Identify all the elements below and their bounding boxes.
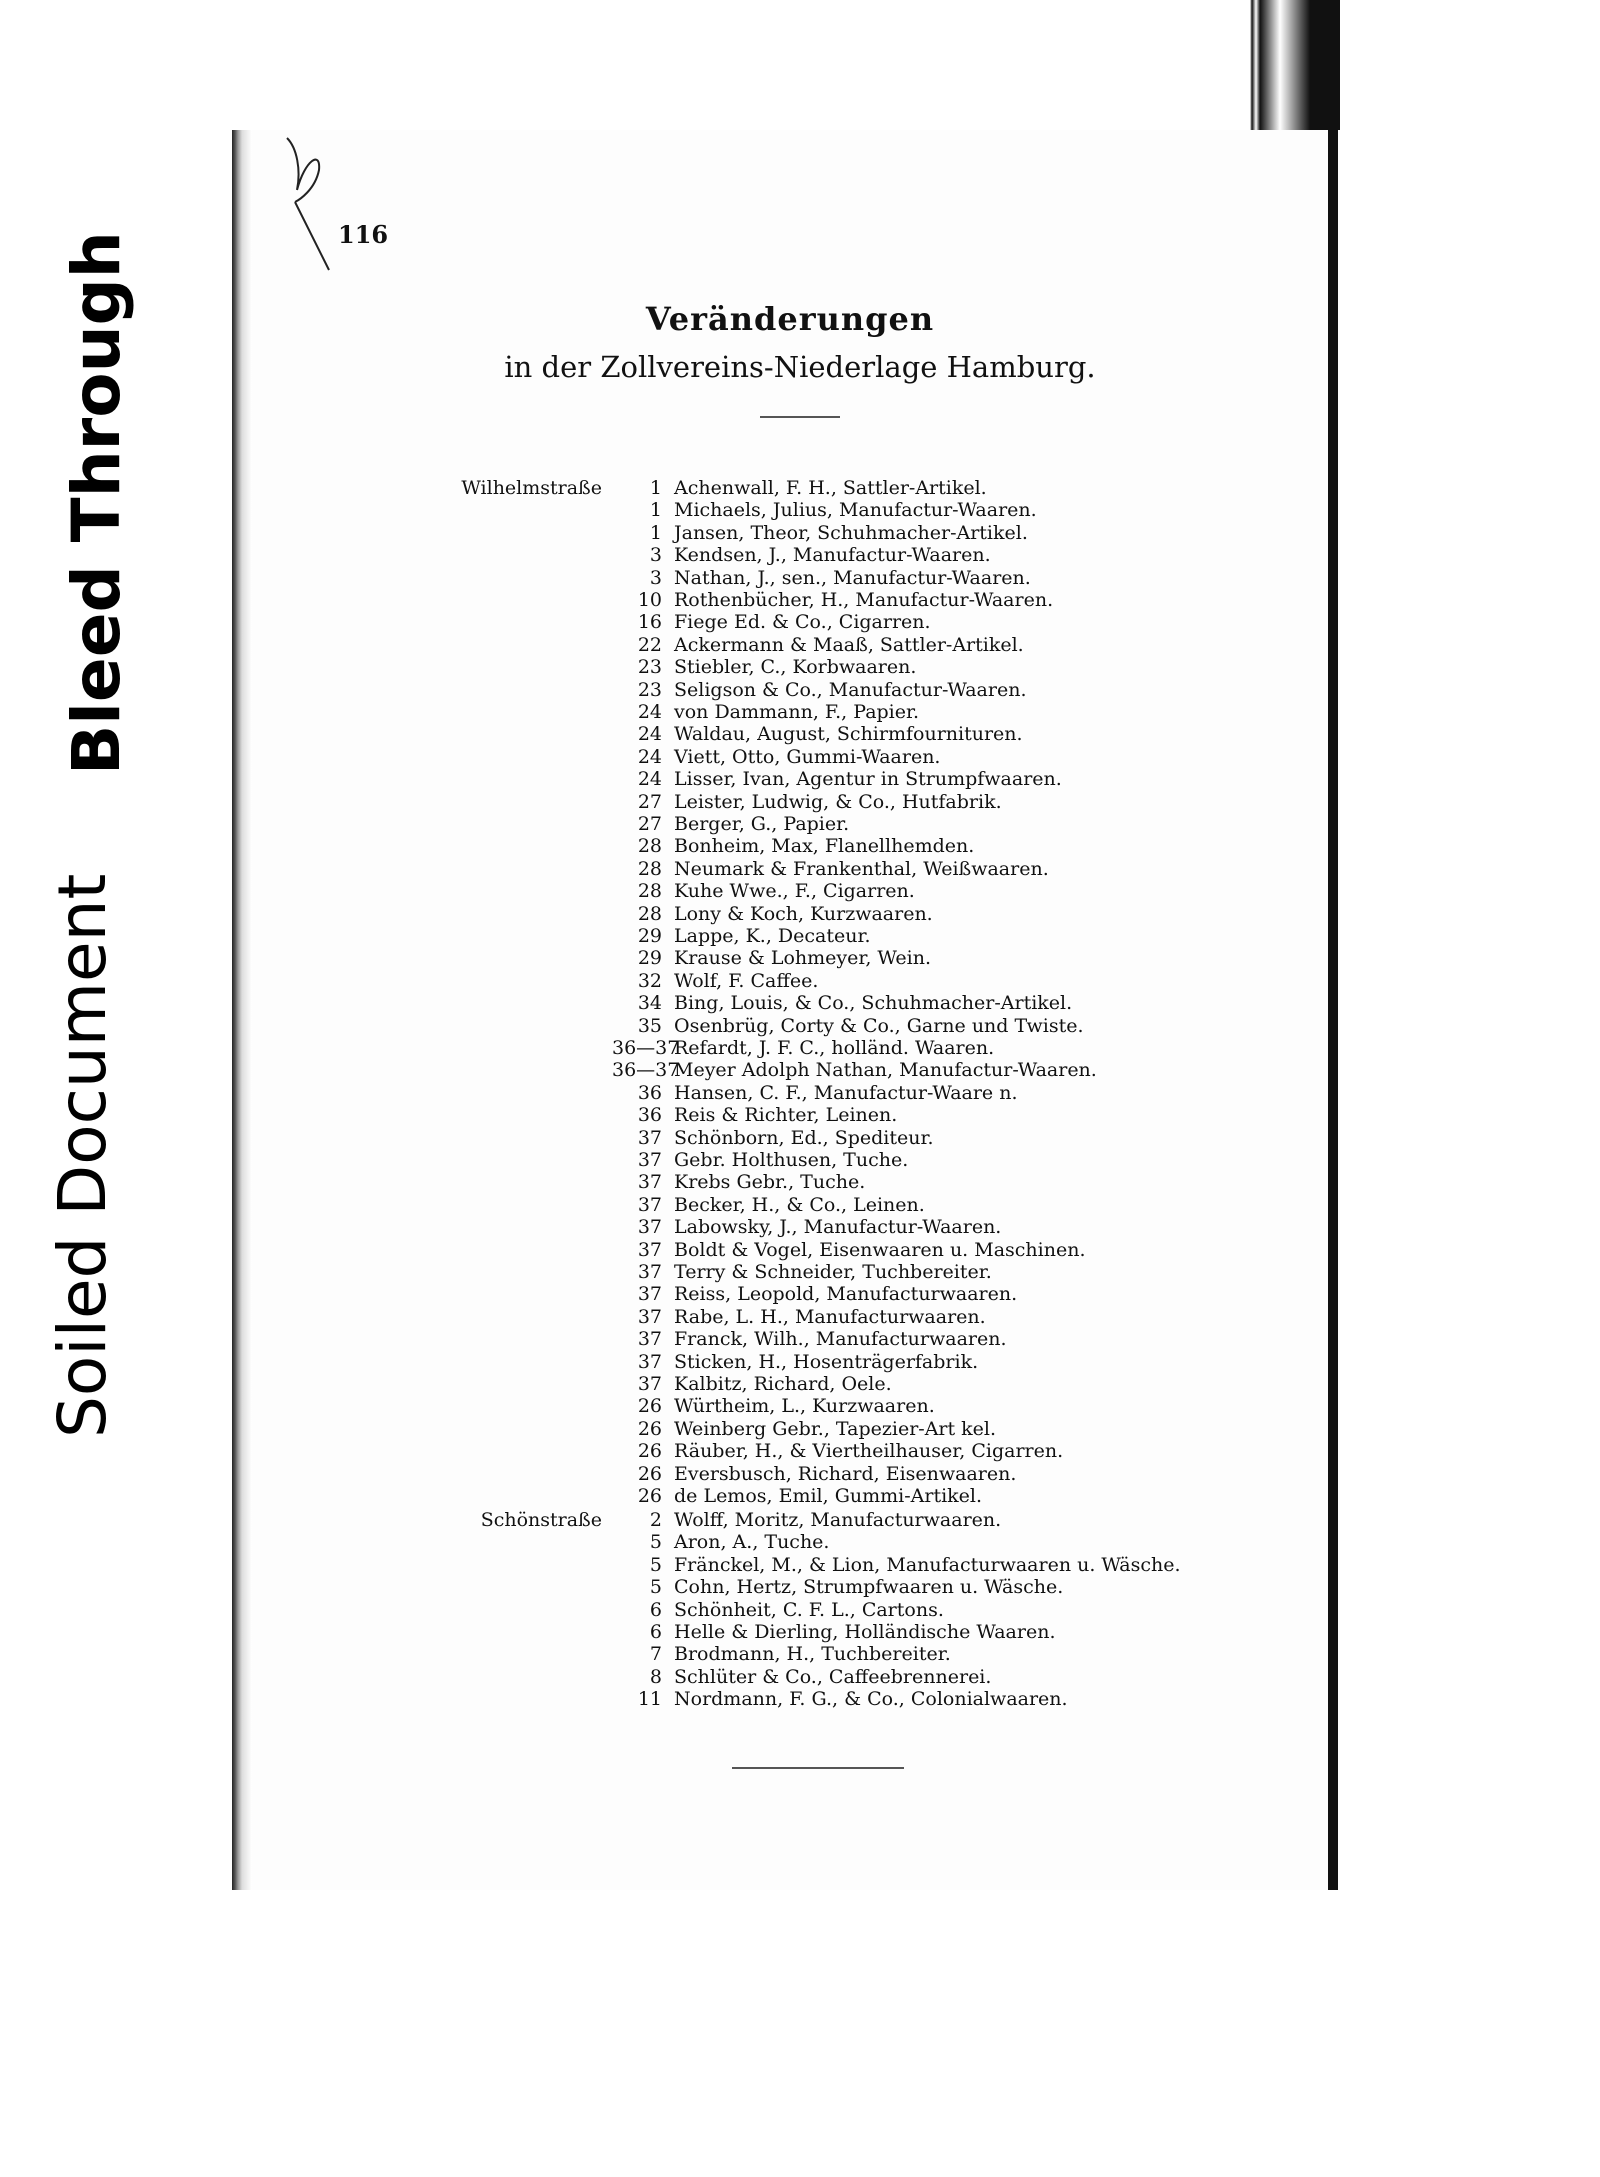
bleed-through-label: Bleed Through bbox=[58, 231, 135, 775]
house-number: 37 bbox=[637, 1238, 662, 1261]
entry-text: Neumark & Frankenthal, Weißwaaren. bbox=[674, 857, 1049, 880]
house-number: 11 bbox=[637, 1688, 662, 1711]
entry-text: Wolff, Moritz, Manufacturwaaren. bbox=[674, 1509, 1002, 1531]
list-item bbox=[612, 567, 1031, 589]
list-item bbox=[612, 1688, 1068, 1710]
entry-text: Berger, G., Papier. bbox=[674, 813, 850, 835]
list-item bbox=[612, 1554, 1181, 1576]
house-number: 37 bbox=[637, 1350, 662, 1373]
house-number: 2 bbox=[649, 1509, 662, 1531]
list-item bbox=[612, 1395, 935, 1417]
entry-text: Viett, Otto, Gummi-Waaren. bbox=[674, 745, 941, 768]
list-item bbox=[612, 1599, 944, 1621]
house-number: 23 bbox=[637, 678, 662, 701]
house-number: 24 bbox=[637, 768, 662, 791]
list-item bbox=[612, 1104, 897, 1126]
house-number: 37 bbox=[637, 1193, 662, 1216]
entry-text: Terry & Schneider, Tuchbereiter. bbox=[674, 1261, 992, 1283]
entry-text: Würtheim, L., Kurzwaaren. bbox=[674, 1395, 935, 1418]
list-item bbox=[612, 723, 1023, 745]
house-number: 37 bbox=[637, 1373, 662, 1395]
list-item bbox=[612, 813, 849, 835]
title-divider bbox=[760, 416, 840, 418]
entry-text: Schönborn, Ed., Spediteur. bbox=[674, 1126, 934, 1149]
list-item bbox=[612, 1666, 991, 1688]
house-number: 8 bbox=[649, 1665, 662, 1688]
entry-text: Cohn, Hertz, Strumpfwaaren u. Wäsche. bbox=[674, 1576, 1064, 1599]
top-page-strip bbox=[1220, 0, 1340, 130]
house-number: 37 bbox=[637, 1261, 662, 1283]
entry-text: Reiss, Leopold, Manufacturwaaren. bbox=[674, 1283, 1018, 1306]
entry-text: Jansen, Theor, Schuhmacher-Artikel. bbox=[674, 521, 1028, 544]
entry-text: Brodmann, H., Tuchbereiter. bbox=[674, 1643, 951, 1666]
list-item bbox=[612, 992, 1072, 1014]
list-item bbox=[612, 970, 818, 992]
list-item bbox=[612, 611, 931, 633]
entry-text: Krebs Gebr., Tuche. bbox=[674, 1171, 866, 1194]
entry-text: Räuber, H., & Viertheilhauser, Cigarren. bbox=[674, 1440, 1064, 1463]
house-number: 1 bbox=[649, 521, 662, 544]
entry-text: von Dammann, F., Papier. bbox=[674, 701, 920, 723]
list-item bbox=[612, 1576, 1063, 1598]
list-item bbox=[612, 1149, 908, 1171]
entry-text: Helle & Dierling, Holländische Waaren. bbox=[674, 1621, 1056, 1643]
entry-text: Kuhe Wwe., F., Cigarren. bbox=[674, 880, 915, 903]
entry-text: Rabe, L. H., Manufacturwaaren. bbox=[674, 1305, 986, 1328]
list-item bbox=[612, 1261, 992, 1283]
list-item bbox=[612, 1015, 1084, 1037]
entry-text: Boldt & Vogel, Eisenwaaren u. Maschinen. bbox=[674, 1238, 1086, 1261]
house-number: 24 bbox=[637, 745, 662, 768]
list-item bbox=[612, 522, 1028, 544]
house-number: 32 bbox=[637, 969, 662, 992]
page-spine-shadow bbox=[232, 130, 252, 1890]
house-number: 28 bbox=[637, 880, 662, 903]
page-right-edge bbox=[1328, 130, 1338, 1890]
entry-text: Reis & Richter, Leinen. bbox=[674, 1104, 898, 1127]
list-item bbox=[612, 634, 1024, 656]
house-number: 1 bbox=[649, 499, 662, 522]
list-item bbox=[612, 1059, 1097, 1081]
list-item bbox=[612, 679, 1026, 701]
house-number: 26 bbox=[637, 1395, 662, 1418]
street-name-wilhelmstrasse: Wilhelmstraße bbox=[461, 477, 602, 499]
entry-text: Seligson & Co., Manufactur-Waaren. bbox=[674, 678, 1027, 701]
entry-text: Eversbusch, Richard, Eisenwaaren. bbox=[674, 1462, 1017, 1485]
bottom-divider bbox=[732, 1767, 904, 1769]
house-number: 3 bbox=[649, 566, 662, 589]
pen-mark-icon bbox=[275, 130, 335, 280]
house-number: 37 bbox=[637, 1328, 662, 1351]
house-number: 29 bbox=[637, 925, 662, 947]
list-item bbox=[612, 1328, 1007, 1350]
list-item bbox=[612, 589, 1053, 611]
house-number: 10 bbox=[637, 589, 662, 611]
entry-text: Becker, H., & Co., Leinen. bbox=[674, 1193, 925, 1216]
house-number: 3 bbox=[649, 544, 662, 567]
list-item bbox=[612, 1463, 1016, 1485]
list-item bbox=[612, 1171, 865, 1193]
house-number: 36—37 bbox=[612, 1059, 680, 1082]
list-item bbox=[612, 835, 974, 857]
house-number: 28 bbox=[637, 857, 662, 880]
entry-text: Meyer Adolph Nathan, Manufactur-Waaren. bbox=[674, 1059, 1097, 1082]
list-item bbox=[612, 1509, 1001, 1531]
list-item bbox=[612, 1621, 1055, 1643]
house-number: 6 bbox=[649, 1598, 662, 1621]
list-item bbox=[612, 1485, 982, 1507]
house-number: 36 bbox=[637, 1104, 662, 1127]
house-number: 26 bbox=[637, 1485, 662, 1507]
list-item bbox=[612, 947, 931, 969]
entry-text: de Lemos, Emil, Gummi-Artikel. bbox=[674, 1485, 983, 1507]
house-number: 36—37 bbox=[612, 1037, 680, 1059]
entry-text: Bonheim, Max, Flanellhemden. bbox=[674, 835, 975, 858]
house-number: 29 bbox=[637, 947, 662, 970]
house-number: 36 bbox=[637, 1081, 662, 1104]
house-number: 37 bbox=[637, 1149, 662, 1171]
house-number: 23 bbox=[637, 656, 662, 679]
entry-text: Waldau, August, Schirmfournituren. bbox=[674, 723, 1023, 746]
entry-text: Franck, Wilh., Manufacturwaaren. bbox=[674, 1328, 1007, 1351]
list-item bbox=[612, 1127, 934, 1149]
house-number: 37 bbox=[637, 1216, 662, 1239]
house-number: 6 bbox=[649, 1621, 662, 1643]
street-name-schoenstrasse: Schönstraße bbox=[480, 1509, 602, 1531]
house-number: 27 bbox=[637, 790, 662, 813]
house-number: 26 bbox=[637, 1417, 662, 1440]
list-item bbox=[612, 1418, 996, 1440]
entry-text: Hansen, C. F., Manufactur-Waare n. bbox=[674, 1081, 1018, 1104]
list-item bbox=[612, 1082, 1018, 1104]
house-number: 1 bbox=[649, 477, 662, 499]
house-number: 37 bbox=[637, 1171, 662, 1194]
list-item bbox=[612, 1239, 1086, 1261]
list-item bbox=[612, 1440, 1063, 1462]
list-item bbox=[612, 925, 871, 947]
list-item bbox=[612, 1194, 925, 1216]
entry-text: Sticken, H., Hosenträgerfabrik. bbox=[674, 1350, 979, 1373]
list-item bbox=[612, 544, 991, 566]
entry-text: Achenwall, F. H., Sattler-Artikel. bbox=[674, 477, 987, 499]
entry-text: Bing, Louis, & Co., Schuhmacher-Artikel. bbox=[674, 992, 1073, 1015]
entry-text: Schönheit, C. F. L., Cartons. bbox=[674, 1598, 944, 1621]
list-item bbox=[612, 903, 933, 925]
entry-text: Fiege Ed. & Co., Cigarren. bbox=[674, 611, 931, 634]
list-item bbox=[612, 1531, 829, 1553]
house-number: 24 bbox=[637, 723, 662, 746]
entry-text: Lappe, K., Decateur. bbox=[674, 925, 871, 947]
entry-text: Fränckel, M., & Lion, Manufacturwaaren u. Wäsche. bbox=[674, 1553, 1181, 1576]
list-item bbox=[612, 880, 915, 902]
list-item bbox=[612, 1643, 951, 1665]
house-number: 27 bbox=[637, 813, 662, 835]
soiled-document-label: Soiled Document bbox=[44, 873, 121, 1438]
entry-text: Leister, Ludwig, & Co., Hutfabrik. bbox=[674, 790, 1002, 813]
entry-text: Rothenbücher, H., Manufactur-Waaren. bbox=[674, 589, 1054, 611]
house-number: 5 bbox=[649, 1553, 662, 1576]
entry-text: Schlüter & Co., Caffeebrennerei. bbox=[674, 1665, 992, 1688]
house-number: 16 bbox=[637, 611, 662, 634]
entry-text: Wolf, F. Caffee. bbox=[674, 969, 819, 992]
entry-text: Ackermann & Maaß, Sattler-Artikel. bbox=[674, 633, 1024, 656]
page-number: 116 bbox=[338, 220, 389, 249]
house-number: 34 bbox=[637, 992, 662, 1015]
house-number: 28 bbox=[637, 902, 662, 925]
house-number: 7 bbox=[649, 1643, 662, 1666]
house-number: 37 bbox=[637, 1126, 662, 1149]
house-number: 22 bbox=[637, 633, 662, 656]
page-subtitle: in der Zollvereins-Niederlage Hamburg. bbox=[504, 350, 1096, 384]
entry-text: Michaels, Julius, Manufactur-Waaren. bbox=[674, 499, 1037, 522]
list-item bbox=[612, 701, 919, 723]
entry-text: Stiebler, C., Korbwaaren. bbox=[674, 656, 917, 679]
entry-text: Krause & Lohmeyer, Wein. bbox=[674, 947, 932, 970]
entry-text: Refardt, J. F. C., holländ. Waaren. bbox=[674, 1037, 995, 1059]
page-title: Veränderungen bbox=[645, 300, 935, 338]
list-item bbox=[612, 768, 1062, 790]
house-number: 28 bbox=[637, 835, 662, 858]
house-number: 5 bbox=[649, 1531, 662, 1554]
list-item bbox=[612, 1351, 978, 1373]
entry-text: Osenbrüg, Corty & Co., Garne und Twiste. bbox=[674, 1014, 1084, 1037]
house-number: 37 bbox=[637, 1283, 662, 1306]
house-number: 37 bbox=[637, 1305, 662, 1328]
entry-text: Kalbitz, Richard, Oele. bbox=[674, 1373, 892, 1395]
list-item bbox=[612, 746, 940, 768]
entry-text: Labowsky, J., Manufactur-Waaren. bbox=[674, 1216, 1002, 1239]
list-item bbox=[612, 1216, 1001, 1238]
entry-text: Aron, A., Tuche. bbox=[674, 1531, 830, 1554]
list-item bbox=[612, 499, 1037, 521]
list-item bbox=[612, 1037, 994, 1059]
house-number: 24 bbox=[637, 701, 662, 723]
list-item bbox=[612, 858, 1049, 880]
entry-text: Lony & Koch, Kurzwaaren. bbox=[674, 902, 933, 925]
entry-text: Nordmann, F. G., & Co., Colonialwaaren. bbox=[674, 1688, 1068, 1711]
house-number: 35 bbox=[637, 1014, 662, 1037]
entry-text: Nathan, J., sen., Manufactur-Waaren. bbox=[674, 566, 1031, 589]
house-number: 26 bbox=[637, 1440, 662, 1463]
entry-text: Gebr. Holthusen, Tuche. bbox=[674, 1149, 909, 1171]
list-item bbox=[612, 477, 987, 499]
entry-text: Kendsen, J., Manufactur-Waaren. bbox=[674, 544, 991, 567]
list-item bbox=[612, 1373, 892, 1395]
list-item bbox=[612, 1306, 986, 1328]
list-item bbox=[612, 791, 1002, 813]
entry-text: Lisser, Ivan, Agentur in Strumpfwaaren. bbox=[674, 768, 1062, 791]
entry-text: Weinberg Gebr., Tapezier-Art kel. bbox=[674, 1417, 997, 1440]
list-item bbox=[612, 656, 916, 678]
list-item bbox=[612, 1283, 1017, 1305]
house-number: 26 bbox=[637, 1462, 662, 1485]
house-number: 5 bbox=[649, 1576, 662, 1599]
